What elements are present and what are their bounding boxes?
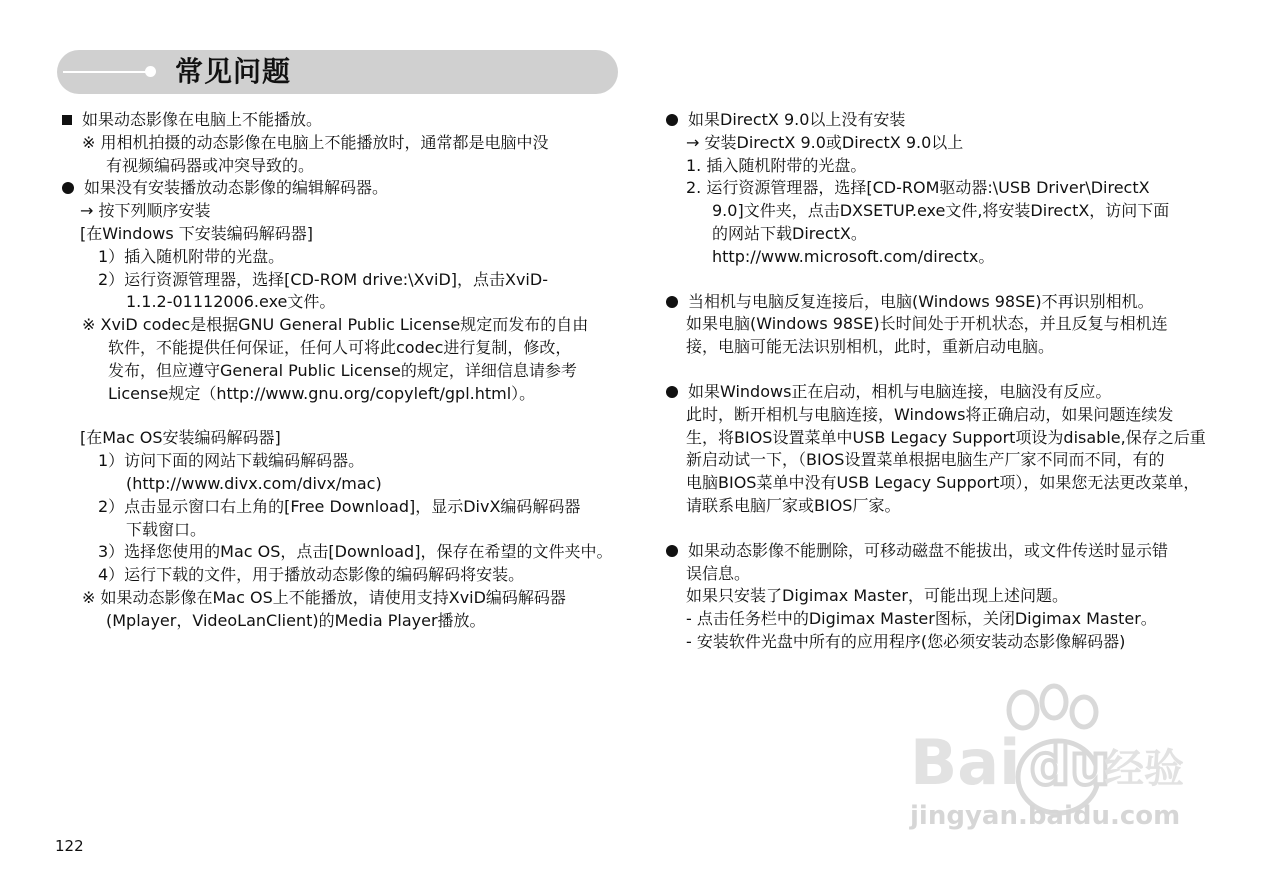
svg-text:经验: 经验 — [1104, 746, 1184, 792]
baidu-jingyan-watermark-logo — [908, 682, 1208, 832]
left-column — [62, 109, 622, 633]
paragraph-gap — [666, 359, 1226, 381]
text-line — [62, 177, 622, 200]
text-line — [62, 427, 622, 450]
text-line-content: 电脑BIOS菜单中没有USB Legacy Support项），如果您无法更改菜单， — [686, 473, 1200, 493]
text-line-content: - 安装软件光盘中所有的应用程序(您必须安装动态影像解码器) — [686, 631, 1126, 651]
text-line-content: ※ 如果动态影像在Mac OS上不能播放，请使用支持XviD编码解码器 — [82, 587, 566, 607]
text-line — [62, 132, 622, 155]
text-line — [666, 246, 1226, 269]
text-line-content: 9.0]文件夹，点击DXSETUP.exe文件,将安装DirectX，访问下面 — [712, 201, 1170, 221]
text-line-content: License规定（http://www.gnu.org/copyleft/gpl.html）。 — [108, 383, 536, 403]
text-line-content: 如果Windows正在启动，相机与电脑连接，电脑没有反应。 — [688, 381, 1112, 401]
text-line-content: 1. 插入随机附带的光盘。 — [686, 155, 867, 175]
text-line-content: 1）插入随机附带的光盘。 — [98, 246, 285, 266]
text-line-content: 有视频编码器或冲突导致的。 — [106, 155, 315, 175]
text-line — [62, 337, 622, 360]
text-line-content: 1.1.2-01112006.exe文件。 — [126, 292, 336, 312]
text-line-content: [在Mac OS安装编码解码器] — [80, 428, 281, 448]
text-line — [62, 291, 622, 314]
text-line-content: 生，将BIOS设置菜单中USB Legacy Support项设为disable,保存之后重 — [686, 427, 1206, 447]
text-line — [666, 540, 1226, 563]
text-line — [666, 608, 1226, 631]
text-line — [62, 269, 622, 292]
text-line — [666, 200, 1226, 223]
text-line-content: → 按下列顺序安装 — [80, 201, 211, 221]
text-line-content: 2. 运行资源管理器，选择[CD-ROM驱动器:\USB Driver\DirectX — [686, 178, 1150, 198]
text-line — [666, 223, 1226, 246]
text-line — [666, 472, 1226, 495]
text-line — [62, 496, 622, 519]
text-line-content: 下载窗口。 — [126, 519, 207, 539]
text-line — [666, 109, 1226, 132]
header-decoration-line — [63, 71, 147, 73]
text-line-content: ※ 用相机拍摄的动态影像在电脑上不能播放时，通常都是电脑中没 — [82, 132, 549, 152]
text-line — [62, 519, 622, 542]
baidu-paw-logo-icon — [908, 682, 1208, 832]
round-bullet-icon — [666, 114, 678, 126]
text-line — [62, 246, 622, 269]
paragraph-gap — [666, 518, 1226, 540]
svg-text:jingyan.baidu.com: jingyan.baidu.com — [910, 801, 1181, 831]
text-line-content: 此时，断开相机与电脑连接，Windows将正确启动，如果问题连续发 — [686, 404, 1174, 424]
round-bullet-icon — [666, 296, 678, 308]
text-line — [666, 404, 1226, 427]
text-line-content: 如果动态影像不能删除，可移动磁盘不能拔出，或文件传送时显示错 — [688, 540, 1169, 560]
text-line — [666, 155, 1226, 178]
text-line — [62, 564, 622, 587]
text-line — [62, 109, 622, 132]
text-line — [62, 473, 622, 496]
text-line-content: [在Windows 下安装编码解码器] — [80, 223, 313, 243]
text-line — [62, 360, 622, 383]
text-line — [62, 223, 622, 246]
text-line — [666, 132, 1226, 155]
text-line-content: 2）运行资源管理器，选择[CD-ROM drive:\XviD]，点击XviD- — [98, 269, 548, 289]
text-line — [666, 495, 1226, 518]
section-header-bar — [57, 50, 618, 94]
text-line — [666, 631, 1226, 654]
text-line — [666, 427, 1226, 450]
text-line-content: (Mplayer，VideoLanClient)的Media Player播放。 — [106, 610, 486, 630]
text-line-content: 如果没有安装播放动态影像的编辑解码器。 — [84, 178, 389, 198]
text-line — [62, 314, 622, 337]
text-line-content: 如果电脑(Windows 98SE)长时间处于开机状态，并且反复与相机连 — [686, 314, 1168, 334]
round-bullet-icon — [666, 386, 678, 398]
text-line-content: ※ XviD codec是根据GNU General Public License规定而发布的自由 — [82, 315, 589, 335]
text-line — [666, 291, 1226, 314]
text-line-content: (http://www.divx.com/divx/mac) — [126, 473, 382, 493]
text-line — [62, 155, 622, 178]
text-line — [666, 563, 1226, 586]
text-line — [666, 381, 1226, 404]
text-line-content: 4）运行下载的文件，用于播放动态影像的编码解码将安装。 — [98, 565, 525, 585]
right-column — [666, 109, 1226, 654]
text-line-content: 2）点击显示窗口右上角的[Free Download]，显示DivX编码解码器 — [98, 496, 581, 516]
text-line-content: 3）选择您使用的Mac OS，点击[Download]，保存在希望的文件夹中。 — [98, 542, 613, 562]
text-line — [62, 383, 622, 406]
text-line-content: 发布，但应遵守General Public License的规定，详细信息请参考 — [108, 360, 577, 380]
page-title: 常见问题 — [175, 55, 292, 88]
text-line-content: http://www.microsoft.com/directx。 — [712, 246, 995, 266]
paragraph-gap — [666, 269, 1226, 291]
page-number: 122 — [55, 837, 84, 855]
text-line-content: 新启动试一下，（BIOS设置菜单根据电脑生产厂家不同而不同，有的 — [686, 450, 1165, 470]
text-line — [666, 313, 1226, 336]
text-line — [62, 541, 622, 564]
text-line-content: → 安装DirectX 9.0或DirectX 9.0以上 — [686, 132, 964, 152]
text-line-content: 请联系电脑厂家或BIOS厂家。 — [686, 495, 901, 515]
text-line-content: - 点击任务栏中的Digimax Master图标，关闭Digimax Master。 — [686, 609, 1157, 629]
text-line — [62, 200, 622, 223]
text-line — [62, 610, 622, 633]
text-line-content: 的网站下载DirectX。 — [712, 223, 867, 243]
text-line-content: 如果动态影像在电脑上不能播放。 — [82, 110, 323, 129]
text-line — [666, 449, 1226, 472]
svg-text:du: du — [1030, 733, 1110, 798]
square-bullet-icon — [62, 115, 72, 125]
text-line — [62, 450, 622, 473]
text-line-content: 如果只安装了Digimax Master，可能出现上述问题。 — [686, 586, 1068, 606]
text-line — [62, 587, 622, 610]
text-line-content: 接，电脑可能无法识别相机，此时，重新启动电脑。 — [686, 337, 1055, 357]
text-line-content: 如果DirectX 9.0以上没有安装 — [688, 110, 906, 129]
paragraph-gap — [62, 405, 622, 427]
text-line — [666, 177, 1226, 200]
header-decoration-dot — [145, 66, 156, 77]
round-bullet-icon — [666, 545, 678, 557]
text-line-content: 误信息。 — [686, 563, 751, 583]
round-bullet-icon — [62, 182, 74, 194]
text-line-content: 软件，不能提供任何保证，任何人可将此codec进行复制，修改， — [108, 337, 572, 357]
text-line — [666, 585, 1226, 608]
text-line-content: 当相机与电脑反复连接后，电脑(Windows 98SE)不再识别相机。 — [688, 291, 1154, 311]
text-line-content: 1）访问下面的网站下载编码解码器。 — [98, 451, 365, 471]
svg-text:Bai: Bai — [910, 726, 1021, 799]
text-line — [666, 336, 1226, 359]
